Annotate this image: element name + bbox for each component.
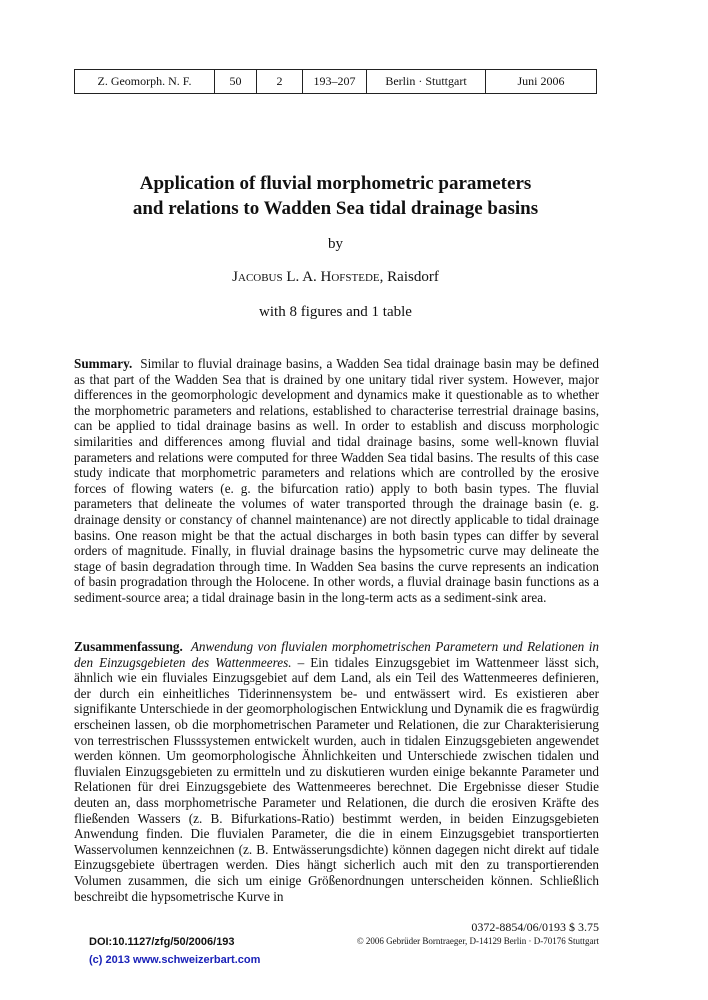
copyright-line: © 2006 Gebrüder Borntraeger, D-14129 Berlin · D-70176 Stuttgart — [356, 936, 599, 946]
summary-paragraph — [74, 356, 599, 606]
journal-place: Berlin · Stuttgart — [367, 70, 486, 93]
byline: by — [328, 236, 343, 252]
summary-text: Similar to fluvial drainage basins, a Wadden Sea tidal drainage basin may be defined as that part of the Wadden Sea that is drained by one unitary tidal river system. However, major differences in the geomorphologic development and dynamics make it questionable as to whether the morphometric parameters and relations, established to characterise terrestrial drainage basins, can be applied to tidal drainage basins as well. In order to establish and discuss morphologic similarities and differences among fluvial and tidal drainage basins, some well-known fluvial parameters and relations were computed for three Wadden Sea tidal basins. The results of this case study indicate that morphometric parameters and relations which are controlled by the erosive forces of flowing waters (e. g. the bifurcation ratio) apply to both basin types. The fluvial parameters that delineate the volumes of water transported through the drainage basin (e. g. drainage density or constancy of channel maintenance) are not directly applicable to tidal drainage basins. One reason might be that the actual discharges in both basin types can differ by several orders of magnitude. Finally, in fluvial drainage basins the hypsometric curve may delineate the stage of basin degradation through time. In Wadden Sea basins the curve represents an indication of basin progradation through the Holocene. In other words, a fluvial drainage basin functions as a sediment-source area; a tidal drainage basin in the long-term acts as a sediment-sink area. — [74, 356, 599, 605]
paper-title-line-2: and relations to Wadden Sea tidal drainage basins — [132, 198, 539, 219]
summary-label: Summary. — [74, 356, 133, 371]
zusammenfassung-text: – Ein tidales Einzugsgebiet im Wattenmeer lässt sich, ähnlich wie ein fluviales Einzugsgebiet auf dem Land, als ein Teil des Wattenmeeres definieren, der durch ein einheitliches Tiderinnensystem be- und entwässert wird. Es existieren aber signifikante Unterschiede in der geomorphologischen Entwicklung und Dynamik die es fragwürdig erscheinen lassen, ob die morphometrischen Parameter und Relationen, die zur Charakterisierung von terrestrischen Flusssystemen entwickelt wurden, auch in tidalen Einzugsgebieten angewendet werden können. Um geomorphologische Ähnlichkeiten und Unterschiede zwischen tidalen und fluvialen Einzugsgebieten zu ermitteln und zu diskutieren wurden einige bekannte Parameter und Relationen für drei Einzugsgebiete des Wattenmeeres berechnet. Die Ergebnisse dieser Studie deuten an, dass morphometrische Parameter und Relationen, die durch die erosiven Kräfte des fließenden Wassers (z. B. Bifurkations-Ratio) bestimmt werden, in beiden Einzugsgebieten Anwendung finden. Die fluvialen Parameter, die die in einem Einzugsgebiet transportierten Wasservolumen kennzeichnen (z. B. Entwässerungsdichte) können dagegen nicht direkt auf tidale Einzugsgebiete übertragen werden. Dies hängt sicherlich auch mit den zu transportierenden Volumen zusammen, die sich um einige Größenordnungen unterscheiden können. Schließlich beschreibt die hypsometrische Kurve in — [74, 654, 599, 904]
paper-title — [74, 171, 597, 221]
journal-date: Juni 2006 — [517, 74, 565, 88]
journal-pages: 193–207 — [303, 70, 367, 93]
zusammenfassung-label: Zusammenfassung. — [74, 639, 183, 654]
author-line — [74, 269, 597, 286]
zusammenfassung-subtitle: Anwendung von fluvialen morphometrischen Parametern und Relationen in den Einzugsgebieten des Wattenmeeres. — [74, 639, 599, 670]
zusammenfassung-paragraph — [74, 639, 599, 904]
journal-volume: 50 — [215, 70, 257, 93]
publisher-link[interactable]: (c) 2013 www.schweizerbart.com — [89, 954, 261, 966]
doi-label: DOI:10.1127/zfg/50/2006/193 — [89, 936, 235, 948]
journal-issue: 2 — [257, 70, 303, 93]
paper-title-line-1: Application of fluvial morphometric parameters — [139, 173, 532, 194]
issn-price: 0372-8854/06/0193 $ 3.75 — [471, 920, 599, 934]
journal-name: Z. Geomorph. N. F. — [75, 70, 215, 93]
journal-header-table — [74, 69, 597, 94]
author-name: Jacobus L. A. Hofstede — [232, 269, 380, 285]
author-place: , Raisdorf — [379, 269, 439, 285]
figures-note: with 8 figures and 1 table — [259, 304, 412, 320]
